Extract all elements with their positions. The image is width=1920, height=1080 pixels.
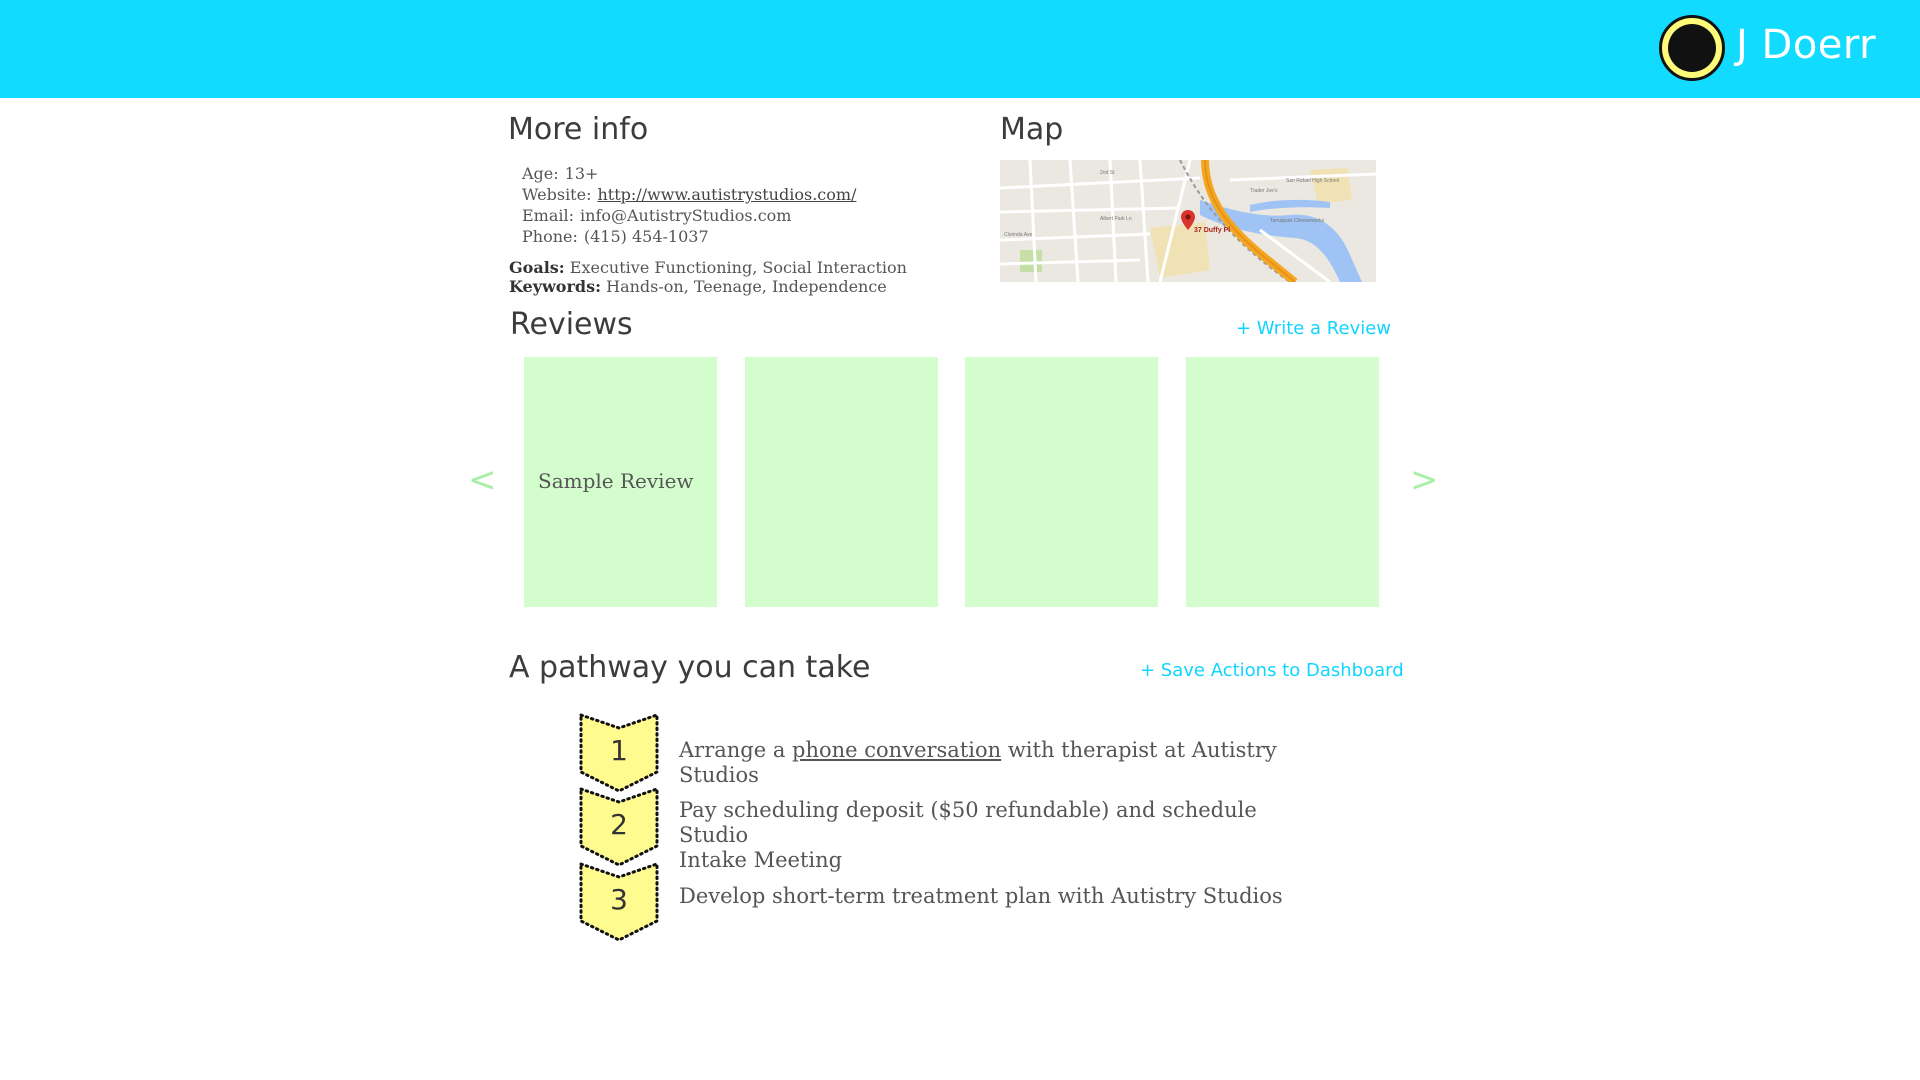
username[interactable]: J Doerr — [1736, 22, 1877, 68]
more-info-title: More info — [508, 112, 649, 147]
map-pin-label: 37 Duffy Pl — [1194, 227, 1231, 234]
map-title: Map — [1000, 112, 1064, 147]
svg-text:Clorinda Ave: Clorinda Ave — [1004, 232, 1033, 238]
phone-line — [522, 227, 709, 246]
reviews-prev-button[interactable]: < — [468, 460, 497, 500]
pathway-title: A pathway you can take — [509, 650, 871, 685]
website-line — [522, 185, 856, 204]
step-badge-2 — [578, 786, 660, 868]
reviews-title: Reviews — [510, 307, 633, 342]
step-badge-1 — [578, 712, 660, 794]
review-card[interactable] — [965, 357, 1158, 607]
svg-text:2nd St: 2nd St — [1100, 170, 1115, 176]
keywords-label: Keywords: — [509, 277, 602, 296]
svg-text:San Rafael High School: San Rafael High School — [1286, 178, 1340, 184]
step-text-part: with therapist at Autistry Studios — [679, 738, 1277, 787]
step-text-3: Develop short-term treatment plan with Autistry Studios — [679, 884, 1283, 908]
avatar-icon[interactable] — [1659, 15, 1725, 81]
step-text-1 — [679, 738, 1299, 788]
step-text-part: Arrange a — [679, 738, 793, 762]
write-review-link[interactable]: + Write a Review — [1236, 318, 1392, 339]
top-bar — [0, 0, 1920, 98]
email-line — [522, 206, 791, 225]
website-link[interactable]: http://www.autistrystudios.com/ — [597, 185, 857, 204]
step-badge-3 — [578, 861, 660, 943]
svg-text:Trader Joe's: Trader Joe's — [1250, 188, 1278, 194]
map-graphic — [1000, 160, 1376, 282]
step-number: 3 — [610, 883, 628, 916]
review-card[interactable] — [524, 357, 717, 607]
reviews-next-button[interactable]: > — [1410, 460, 1439, 500]
svg-text:Albert Park Ln: Albert Park Ln — [1100, 216, 1132, 222]
step-text-line: Intake Meeting — [679, 848, 843, 872]
step-number: 2 — [610, 808, 628, 841]
age-label: Age: — [522, 164, 559, 183]
keywords-line — [509, 277, 887, 296]
review-card-text: Sample Review — [538, 469, 694, 493]
phone-label: Phone: — [522, 227, 578, 246]
review-card[interactable] — [1186, 357, 1379, 607]
age-line — [522, 164, 598, 183]
save-actions-link[interactable]: + Save Actions to Dashboard — [1140, 660, 1404, 681]
phone-conversation-link[interactable]: phone conversation — [792, 738, 1002, 762]
keywords-value: Hands-on, Teenage, Independence — [606, 277, 887, 296]
step-text-line: Pay scheduling deposit ($50 refundable) and schedule Studio — [679, 798, 1257, 847]
avatar-ring — [1668, 24, 1716, 72]
svg-text:Tamalpais Cheeseworks: Tamalpais Cheeseworks — [1270, 218, 1325, 224]
step-text-2 — [679, 798, 1299, 873]
email-label: Email: — [522, 206, 575, 225]
goals-value: Executive Functioning, Social Interaction — [569, 258, 907, 277]
age-value: 13+ — [564, 164, 599, 183]
review-card[interactable] — [745, 357, 938, 607]
step-number: 1 — [610, 734, 628, 767]
goals-line — [509, 258, 907, 277]
email-value[interactable]: info@AutistryStudios.com — [580, 206, 792, 225]
phone-value[interactable]: (415) 454-1037 — [583, 227, 709, 246]
goals-label: Goals: — [509, 258, 565, 277]
website-label: Website: — [522, 185, 592, 204]
map-image[interactable] — [1000, 160, 1376, 282]
